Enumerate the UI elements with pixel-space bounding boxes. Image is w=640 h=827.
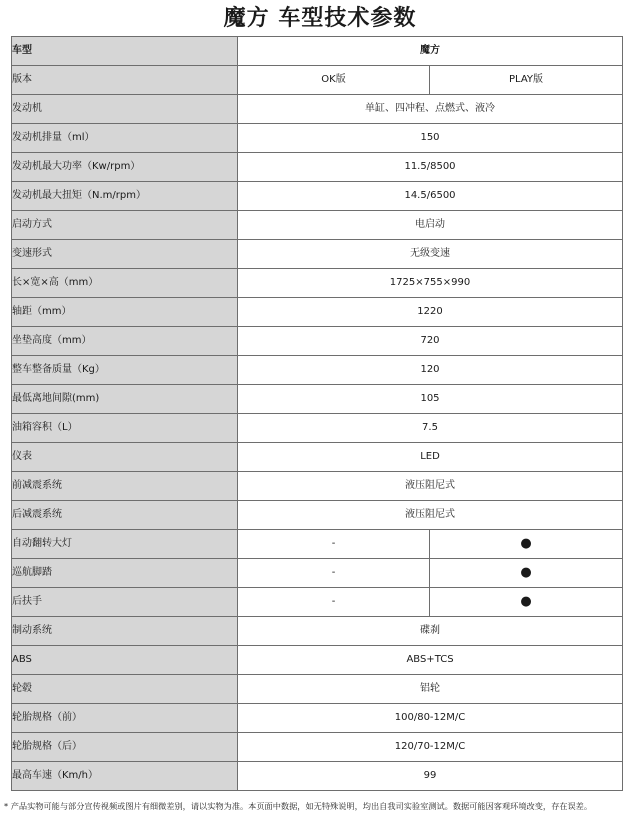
table-row: [12, 385, 623, 414]
row-label: 坐垫高度（mm）: [12, 327, 238, 356]
row-label: 变速形式: [12, 240, 238, 269]
row-label: 仪表: [12, 443, 238, 472]
model-name: 魔方: [238, 37, 623, 66]
row-value: ABS+TCS: [238, 646, 623, 675]
row-value: 150: [238, 124, 623, 153]
footnote: * 产品实物可能与部分宣传视频或图片有细微差别，请以实物为准。本页面中数据，如无特殊说明，均出自我司实验室测试。数据可能因客观环境改变，存在误差。: [4, 801, 593, 811]
table-row: [12, 762, 623, 791]
row-value: 单缸、四冲程、点燃式、液冷: [238, 95, 623, 124]
row-label: 后减震系统: [12, 501, 238, 530]
table-row: [12, 240, 623, 269]
option-row: [12, 559, 623, 588]
row-label: 油箱容积（L）: [12, 414, 238, 443]
table-row: [12, 211, 623, 240]
row-label: 发动机最大功率（Kw/rpm）: [12, 153, 238, 182]
table-row: [12, 646, 623, 675]
row-label: 制动系统: [12, 617, 238, 646]
row-label: 启动方式: [12, 211, 238, 240]
spec-table: [11, 36, 623, 791]
row-value: 720: [238, 327, 623, 356]
play-value: ●: [430, 559, 623, 588]
row-value: 11.5/8500: [238, 153, 623, 182]
row-value: 液压阻尼式: [238, 501, 623, 530]
row-value: 铝轮: [238, 675, 623, 704]
row-label: ABS: [12, 646, 238, 675]
table-row: [12, 298, 623, 327]
table-row: [12, 356, 623, 385]
row-value: 7.5: [238, 414, 623, 443]
table-row: [12, 95, 623, 124]
ok-value: -: [238, 588, 430, 617]
ok-value: -: [238, 530, 430, 559]
row-value: 120: [238, 356, 623, 385]
row-value: 105: [238, 385, 623, 414]
play-value: ●: [430, 530, 623, 559]
row-label: 后扶手: [12, 588, 238, 617]
ok-value: -: [238, 559, 430, 588]
row-value: 99: [238, 762, 623, 791]
table-row: [12, 153, 623, 182]
table-row: [12, 269, 623, 298]
row-label: 发动机: [12, 95, 238, 124]
row-label: 车型: [12, 37, 238, 66]
row-label: 最高车速（Km/h）: [12, 762, 238, 791]
row-label: 长×宽×高（mm）: [12, 269, 238, 298]
table-row: [12, 617, 623, 646]
version-row: [12, 66, 623, 95]
table-row: [12, 472, 623, 501]
row-label: 版本: [12, 66, 238, 95]
row-label: 发动机排量（ml）: [12, 124, 238, 153]
table-row: [12, 675, 623, 704]
play-value: ●: [430, 588, 623, 617]
row-label: 轮胎规格（前）: [12, 704, 238, 733]
row-label: 轮毂: [12, 675, 238, 704]
table-row: [12, 501, 623, 530]
row-value: 电启动: [238, 211, 623, 240]
table-row: [12, 443, 623, 472]
option-row: [12, 588, 623, 617]
row-value: 1725×755×990: [238, 269, 623, 298]
row-label: 巡航脚踏: [12, 559, 238, 588]
table-row: [12, 182, 623, 211]
table-row: [12, 733, 623, 762]
row-label: 轴距（mm）: [12, 298, 238, 327]
option-row: [12, 530, 623, 559]
page-title: 魔方 车型技术参数: [223, 6, 417, 31]
row-value: 液压阻尼式: [238, 472, 623, 501]
version-ok: OK版: [238, 66, 430, 95]
row-value: 碟刹: [238, 617, 623, 646]
version-play: PLAY版: [430, 66, 623, 95]
row-label: 发动机最大扭矩（N.m/rpm）: [12, 182, 238, 211]
row-label: 轮胎规格（后）: [12, 733, 238, 762]
row-label: 自动翻转大灯: [12, 530, 238, 559]
row-label: 最低离地间隙(mm): [12, 385, 238, 414]
table-row: [12, 124, 623, 153]
row-label: 整车整备质量（Kg）: [12, 356, 238, 385]
table-row: [12, 704, 623, 733]
row-label: 前减震系统: [12, 472, 238, 501]
row-value: 1220: [238, 298, 623, 327]
row-value: 无级变速: [238, 240, 623, 269]
row-value: LED: [238, 443, 623, 472]
table-row: [12, 414, 623, 443]
table-header-row: [12, 37, 623, 66]
row-value: 100/80-12M/C: [238, 704, 623, 733]
row-value: 14.5/6500: [238, 182, 623, 211]
row-value: 120/70-12M/C: [238, 733, 623, 762]
table-row: [12, 327, 623, 356]
